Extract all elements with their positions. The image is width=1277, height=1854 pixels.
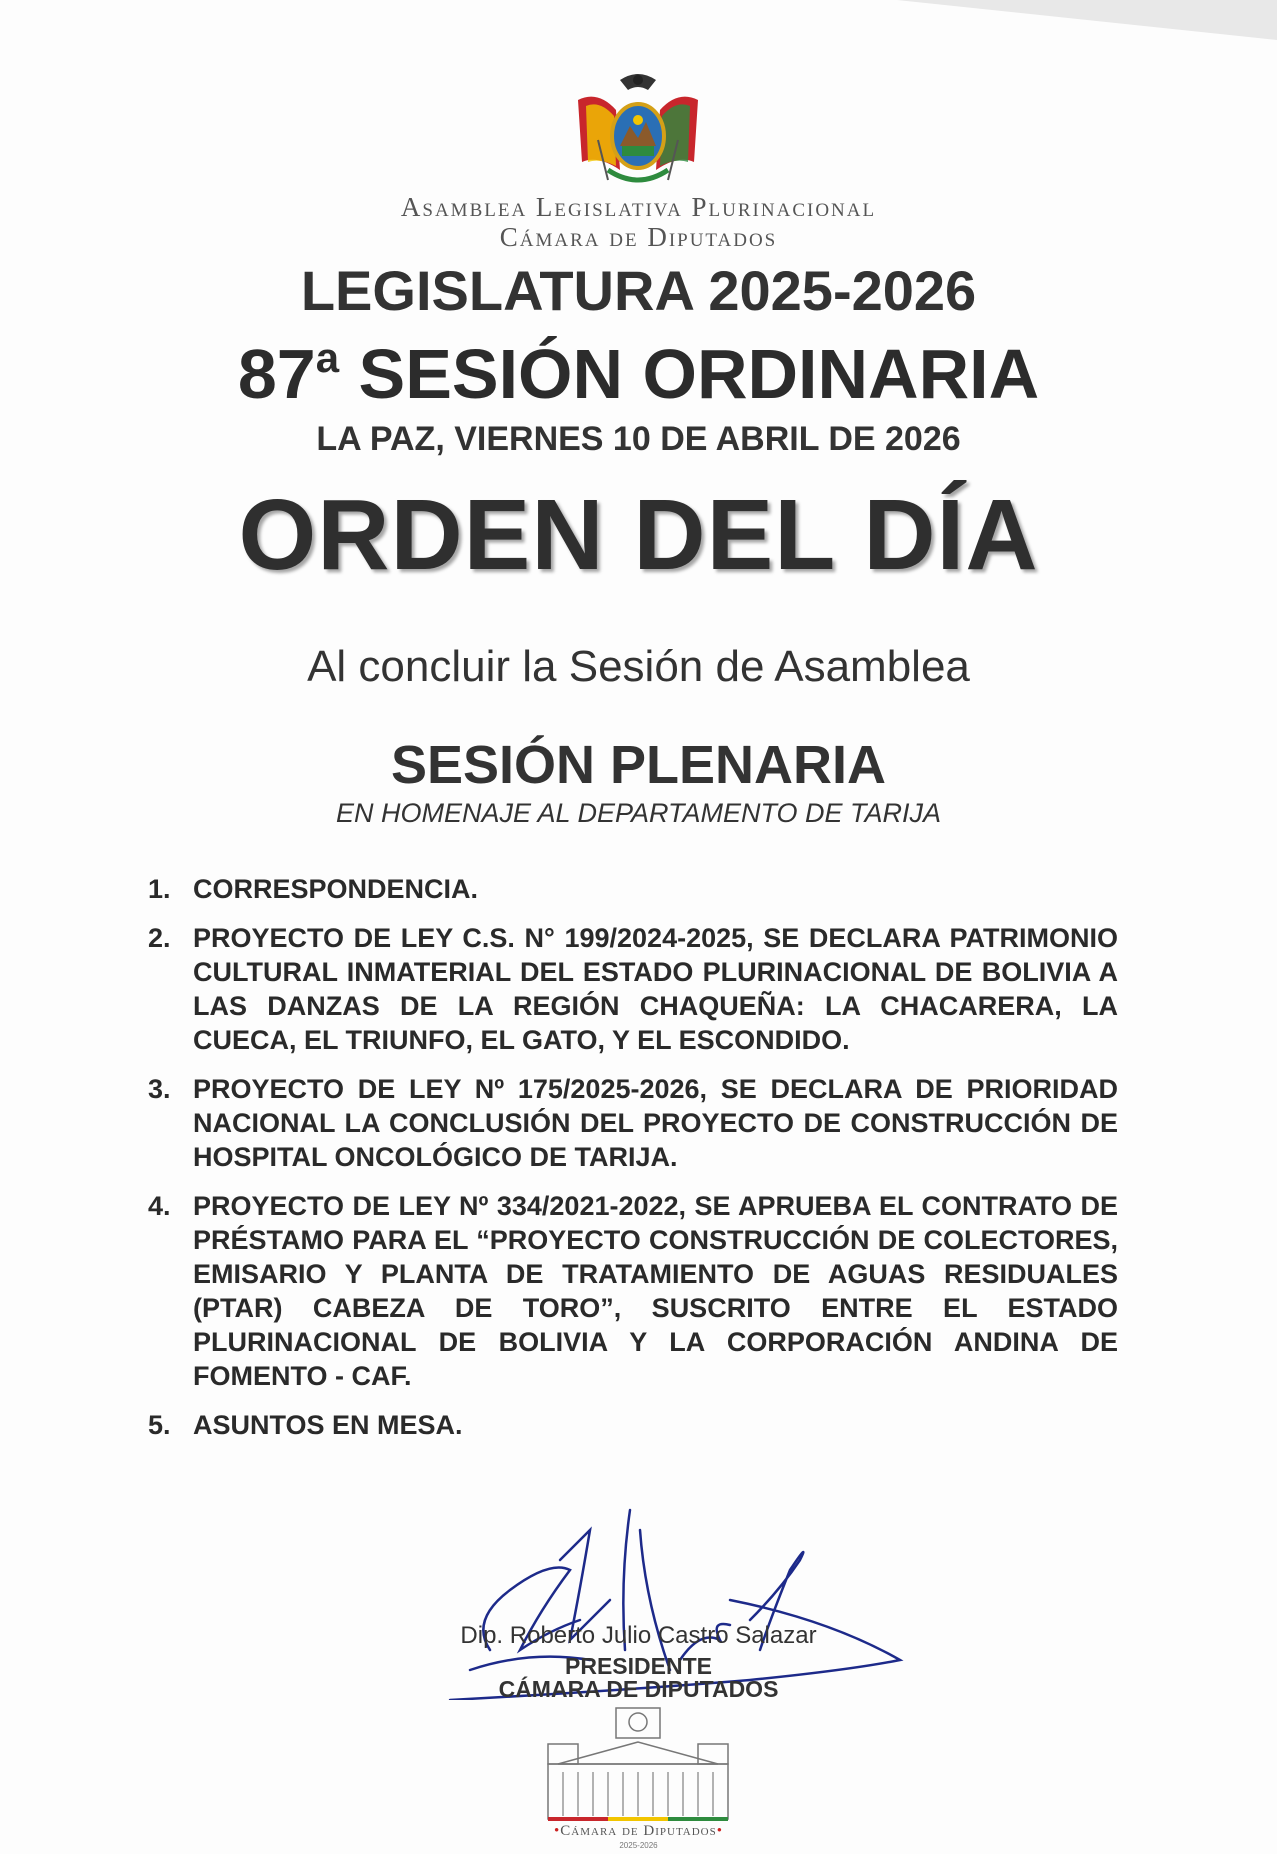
agenda-item-number: 2. [148,923,171,953]
agenda-item-number: 3. [148,1074,171,1104]
agenda-item [148,1189,1118,1393]
signatory-chamber: CÁMARA DE DIPUTADOS [498,1676,779,1702]
agenda-item [148,1408,1118,1442]
agenda-item-text: PROYECTO DE LEY C.S. N° 199/2024-2025, SE DECLARA PATRIMONIO CULTURAL INMATERIAL DEL ESTADO PLURINACIONAL DE BOLIVIA A LAS DANZAS DE LA REGIÓN CHAQUEÑA: LA CHACARERA, LA CUECA, EL TRIUNFO, EL GATO, Y EL ESCONDIDO. [193,923,1118,1055]
legislative-building-icon [538,1704,738,1824]
footer-dot-right-icon: • [716,1823,723,1839]
plenary-subtitle: EN HOMENAJE AL DEPARTAMENTO DE TARIJA [335,798,942,828]
agenda-item-text: PROYECTO DE LEY Nº 334/2021-2022, SE APRUEBA EL CONTRATO DE PRÉSTAMO PARA EL “PROYECTO CONSTRUCCIÓN DE COLECTORES, EMISARIO Y PLANTA DE TRATAMIENTO DE AGUAS RESIDUALES (PTAR) CABEZA DE TORO”, SUSCRITO ENTRE EL ESTADO PLURINACIONAL DE BOLIVIA Y LA CORPORACIÓN ANDINA DE FOMENTO - CAF. [193,1191,1118,1391]
agenda-item-number: 4. [148,1191,171,1221]
agenda-item [148,1072,1118,1174]
date-place: LA PAZ, VIERNES 10 DE ABRIL DE 2026 [316,420,961,458]
agenda-item [148,921,1118,1057]
footer-dot-left-icon: • [554,1823,561,1839]
session-timing: Al concluir la Sesión de Asamblea [307,642,970,691]
chamber-name: Cámara de Diputados [499,222,778,252]
agenda-item [148,872,1118,906]
session-number: 87 [237,335,316,413]
page-fold-shadow [897,0,1277,40]
signatory-role: PRESIDENTE [565,1653,712,1679]
plenary-title: SESIÓN PLENARIA [390,735,887,795]
document-title: ORDEN DEL DÍA [238,479,1039,591]
signatory-name: Dip. Roberto Julio Castro Salazar [460,1622,817,1649]
bolivia-coat-of-arms-icon [568,70,708,192]
agenda-item-text: ASUNTOS EN MESA. [193,1410,463,1440]
footer-chamber-name: Cámara de Diputados [560,1823,717,1839]
footer-years: 2025-2026 [619,1841,658,1850]
institution-name: Asamblea Legislativa Plurinacional [400,192,877,222]
agenda-item-text: PROYECTO DE LEY Nº 175/2025-2026, SE DECLARA DE PRIORIDAD NACIONAL LA CONCLUSIÓN DEL PROYECTO DE CONSTRUCCIÓN DE HOSPITAL ONCOLÓGICO DE TARIJA. [193,1074,1118,1172]
legislature-title: LEGISLATURA 2025-2026 [300,259,977,322]
session-number-suffix: a [315,334,340,381]
agenda-item-number: 1. [148,874,171,904]
session-title [0,334,1277,414]
agenda-item-number: 5. [148,1410,171,1440]
session-type: SESIÓN ORDINARIA [358,335,1040,413]
footer-chamber-logo-text [0,1823,1277,1840]
agenda-item-text: CORRESPONDENCIA. [193,874,479,904]
agenda-list [148,872,1118,1457]
